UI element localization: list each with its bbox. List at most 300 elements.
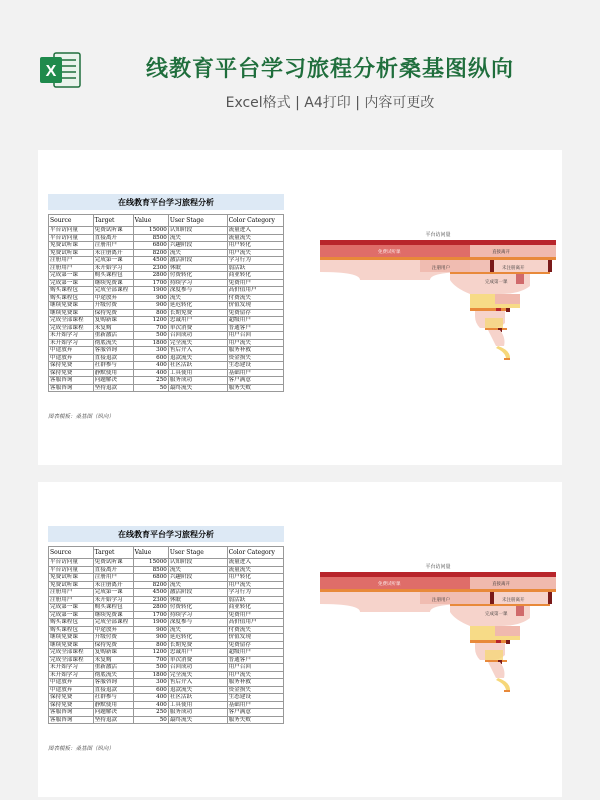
table-cell: 继续免费课 [93, 611, 133, 619]
flow-band-tail [488, 330, 505, 346]
table-cell: 商业转化 [227, 604, 283, 612]
table-row [49, 317, 284, 325]
table-body [49, 559, 284, 724]
table-row [49, 641, 284, 649]
table-cell: 未注册离开 [93, 249, 133, 257]
table-cell: 超级用户 [227, 649, 283, 657]
node-bar-stage3 [450, 272, 550, 274]
table-cell: 最终流失 [168, 716, 227, 724]
table-cell: 召回成功 [168, 332, 227, 340]
table-cell: 售后介入 [168, 347, 227, 355]
table-cell: 社区活跃 [168, 694, 227, 702]
column-header: Source [49, 215, 94, 227]
table-cell: 激活阶段 [168, 257, 227, 265]
table-cell: 服务补救 [227, 679, 283, 687]
table-cell: 中途放弃 [93, 626, 133, 634]
table-cell: 900 [133, 294, 168, 302]
table-cell: 1700 [133, 611, 168, 619]
table-cell: 社区活跃 [168, 362, 227, 370]
table-row [49, 234, 284, 242]
column-header: Color Category [227, 547, 283, 559]
table-cell: 购买课程包 [93, 272, 133, 280]
table-cell: 免费用户 [227, 611, 283, 619]
table-cell: 注册用户 [93, 574, 133, 582]
table-row [49, 309, 284, 317]
table-cell: 单次消费 [168, 324, 227, 332]
table-cell: 50 [133, 716, 168, 724]
table-cell: 用户转化 [227, 574, 283, 582]
table-cell: 4500 [133, 257, 168, 265]
table-cell: 服务成功 [168, 377, 227, 385]
table-cell: 1800 [133, 671, 168, 679]
table-cell: 平台访问量 [49, 566, 94, 574]
table-cell: 基础用户 [227, 369, 283, 377]
table-cell: 注册用户 [49, 589, 94, 597]
table-cell: 900 [133, 302, 168, 310]
table-cell: 保持免费 [49, 701, 94, 709]
flow-label-unregistered: 未注册离开 [502, 598, 525, 603]
table-cell: 完成全部课程 [93, 287, 133, 295]
table-row [49, 227, 284, 235]
table-cell: 延迟转化 [168, 634, 227, 642]
table-cell: 免费试听课 [49, 249, 94, 257]
table-cell: 购买课程包 [49, 287, 94, 295]
chart-caption: 图表模板：桑基图（纵向） [48, 414, 115, 420]
table-row [49, 272, 284, 280]
table-row [49, 242, 284, 250]
table-row [49, 369, 284, 377]
table-cell: 继续免费课 [49, 309, 94, 317]
flow-label-registered: 注册用户 [432, 266, 450, 271]
table-row [49, 581, 284, 589]
chart-caption: 图表模板：桑基图（纵向） [48, 746, 115, 752]
table-cell: 完成全部课程 [49, 324, 94, 332]
table-cell: 2300 [133, 264, 168, 272]
sheet-page-2 [38, 482, 562, 797]
table-cell: 中途放弃 [49, 679, 94, 687]
excel-logo-icon [38, 48, 82, 92]
table-cell: 学习行为 [227, 257, 283, 265]
column-header: User Stage [168, 547, 227, 559]
table-cell: 500 [133, 664, 168, 672]
table-cell: 1700 [133, 279, 168, 287]
table-cell: 资金损失 [227, 354, 283, 362]
node-bar-stage2 [320, 589, 556, 592]
table-cell: 保持免费 [93, 309, 133, 317]
table-cell: 未复购 [93, 324, 133, 332]
table-cell: 流失 [168, 581, 227, 589]
table-cell: 未开始学习 [49, 664, 94, 672]
table-cell: 中途放弃 [93, 294, 133, 302]
table-cell: 1200 [133, 317, 168, 325]
table-cell: 800 [133, 641, 168, 649]
table-cell: 售后介入 [168, 679, 227, 687]
table-row [49, 589, 284, 597]
table-cell: 2800 [133, 272, 168, 280]
table-cell: 工具使用 [168, 701, 227, 709]
table-cell: 流失 [168, 566, 227, 574]
node-bar-visits [320, 572, 556, 577]
table-row [49, 596, 284, 604]
node-marker [548, 260, 552, 272]
table-row [49, 257, 284, 265]
table-cell: 流失 [168, 626, 227, 634]
table-cell: 免费试听课 [49, 574, 94, 582]
table-cell: 2800 [133, 604, 168, 612]
table-title: 在线教育平台学习旅程分析 [48, 526, 284, 542]
table-cell: 客户满意 [227, 709, 283, 717]
table-cell: 250 [133, 377, 168, 385]
table-cell: 直接退款 [93, 686, 133, 694]
table-row [49, 664, 284, 672]
table-cell: 免费用户 [227, 279, 283, 287]
table-body [49, 227, 284, 392]
flow-band-tail2 [496, 678, 510, 690]
table-cell: 付费流失 [227, 626, 283, 634]
table-cell: 完成第一课 [49, 611, 94, 619]
table-title: 在线教育平台学习旅程分析 [48, 194, 284, 210]
table-cell: 复购新课 [93, 649, 133, 657]
table-cell: 400 [133, 701, 168, 709]
flow-band-leave [470, 245, 556, 257]
table-cell: 客服咨询 [49, 384, 94, 392]
table-cell: 普通客户 [227, 324, 283, 332]
table-cell: 完全流失 [168, 671, 227, 679]
table-cell: 付费流失 [227, 294, 283, 302]
table-cell: 休眠 [168, 596, 227, 604]
table-cell: 直接退款 [93, 354, 133, 362]
table-row [49, 354, 284, 362]
table-cell: 流量流失 [227, 566, 283, 574]
table-cell: 单次消费 [168, 656, 227, 664]
data-table [48, 546, 284, 724]
table-cell: 50 [133, 384, 168, 392]
column-header: Source [49, 547, 94, 559]
table-row [49, 686, 284, 694]
table-cell: 价值发现 [227, 634, 283, 642]
table-cell: 兴趣阶段 [168, 242, 227, 250]
table-cell: 社群参与 [93, 362, 133, 370]
table-cell: 深度参与 [168, 619, 227, 627]
table-row [49, 604, 284, 612]
chart-title: 平台访问量 [425, 232, 451, 238]
table-cell: 用户流失 [227, 581, 283, 589]
table-cell: 普通客户 [227, 656, 283, 664]
table-cell: 中途放弃 [49, 686, 94, 694]
table-cell: 认知阶段 [168, 227, 227, 235]
table-cell: 15000 [133, 559, 168, 567]
table-cell: 持续学习 [168, 611, 227, 619]
node-bar-stage4 [470, 640, 510, 643]
table-cell: 付费转化 [168, 604, 227, 612]
table-cell: 完成全部课程 [49, 317, 94, 325]
table-cell: 社群参与 [93, 694, 133, 702]
table-row [49, 709, 284, 717]
table-cell: 2300 [133, 596, 168, 604]
table-row [49, 559, 284, 567]
table-cell: 重新激活 [93, 664, 133, 672]
flow-label-registered: 注册用户 [432, 598, 450, 603]
table-header-row [49, 215, 284, 227]
table-cell: 服务失败 [227, 716, 283, 724]
table-cell: 完成全部课程 [93, 619, 133, 627]
table-row [49, 302, 284, 310]
table-cell: 用户召回 [227, 664, 283, 672]
page-subtitle: Excel格式 | A4打印 | 内容可更改 [225, 95, 435, 111]
table-row [49, 701, 284, 709]
table-cell: 1900 [133, 619, 168, 627]
node-marker [548, 592, 552, 604]
flow-band-free-continue [495, 294, 520, 304]
table-cell: 注册用户 [49, 264, 94, 272]
table-cell: 未复购 [93, 656, 133, 664]
flow-label-unregistered: 未注册离开 [502, 266, 525, 271]
table-cell: 生态建设 [227, 362, 283, 370]
node-bar-visits [320, 240, 556, 245]
table-cell: 复购新课 [93, 317, 133, 325]
table-cell: 流失 [168, 234, 227, 242]
flow-label-first-lesson: 完成第一课 [485, 280, 508, 285]
table-row [49, 671, 284, 679]
flow-band-tail [488, 662, 505, 678]
table-cell: 长期免费 [168, 309, 227, 317]
table-cell: 用户流失 [227, 249, 283, 257]
table-cell: 激活阶段 [168, 589, 227, 597]
table-cell: 免费试听课 [93, 227, 133, 235]
table-cell: 付费转化 [168, 272, 227, 280]
table-cell: 完成第一课 [49, 604, 94, 612]
table-cell: 平台访问量 [49, 559, 94, 567]
node-bar-end [504, 358, 510, 360]
node-bar-end [504, 690, 510, 692]
table-cell: 直接离开 [93, 566, 133, 574]
table-cell: 购买课程包 [93, 604, 133, 612]
flow-label-free-trial: 免费试听课 [378, 582, 401, 587]
table-cell: 弱活跃 [227, 596, 283, 604]
table-cell: 深度参与 [168, 287, 227, 295]
table-row [49, 294, 284, 302]
flow-band-registered [420, 260, 490, 272]
column-header: Value [133, 215, 168, 227]
flow-band-repurchase [485, 650, 503, 660]
column-header: Color Category [227, 215, 283, 227]
table-row [49, 279, 284, 287]
data-table [48, 214, 284, 392]
table-cell: 8500 [133, 566, 168, 574]
table-cell: 注册用户 [49, 596, 94, 604]
table-row [49, 264, 284, 272]
table-cell: 250 [133, 709, 168, 717]
flow-label-leave: 直接离开 [492, 582, 510, 587]
column-header: Value [133, 547, 168, 559]
flow-band-repurchase [485, 318, 503, 328]
table-cell: 用户转化 [227, 242, 283, 250]
table-row [49, 377, 284, 385]
flow-band-leave2 [516, 606, 524, 616]
page-title: 线教育平台学习旅程分析桑基图纵向 [145, 57, 514, 82]
table-cell: 最终流失 [168, 384, 227, 392]
table-row [49, 611, 284, 619]
table-row [49, 324, 284, 332]
table-cell: 客服咨询 [93, 347, 133, 355]
table-cell: 400 [133, 369, 168, 377]
table-cell: 700 [133, 656, 168, 664]
table-cell: 未开始学习 [93, 596, 133, 604]
table-header-row [49, 547, 284, 559]
table-cell: 1900 [133, 287, 168, 295]
table-cell: 认知阶段 [168, 559, 227, 567]
table-row [49, 362, 284, 370]
table-row [49, 332, 284, 340]
table-cell: 400 [133, 694, 168, 702]
table-cell: 学习行为 [227, 589, 283, 597]
chart-title: 平台访问量 [425, 564, 451, 570]
flow-band-free-continue [495, 626, 520, 636]
table-cell: 4500 [133, 589, 168, 597]
table-cell: 忠诚用户 [168, 317, 227, 325]
table-cell: 免费试听课 [49, 242, 94, 250]
table-cell: 购买课程包 [49, 294, 94, 302]
table-cell: 完全流失 [168, 339, 227, 347]
table-cell: 客服咨询 [93, 679, 133, 687]
table-row [49, 566, 284, 574]
table-cell: 购买课程包 [49, 619, 94, 627]
column-header: Target [93, 547, 133, 559]
table-cell: 700 [133, 324, 168, 332]
table-cell: 用户流失 [227, 339, 283, 347]
table-cell: 300 [133, 347, 168, 355]
table-cell: 900 [133, 634, 168, 642]
node-marker [506, 640, 510, 644]
table-cell: 保持免费 [49, 362, 94, 370]
table-row [49, 649, 284, 657]
table-cell: 免费留存 [227, 309, 283, 317]
table-cell: 客服咨询 [49, 716, 94, 724]
table-cell: 坚持退款 [93, 716, 133, 724]
table-cell: 价值发现 [227, 302, 283, 310]
table-cell: 服务补救 [227, 347, 283, 355]
table-row [49, 694, 284, 702]
table-cell: 召回成功 [168, 664, 227, 672]
table-row [49, 574, 284, 582]
column-header: User Stage [168, 215, 227, 227]
table-cell: 保持免费 [49, 694, 94, 702]
sankey-chart [320, 560, 556, 710]
table-cell: 客服咨询 [49, 377, 94, 385]
table-cell: 流量进入 [227, 559, 283, 567]
flow-label-leave: 直接离开 [492, 250, 510, 255]
flow-label-first-lesson: 完成第一课 [485, 612, 508, 617]
table-cell: 弱活跃 [227, 264, 283, 272]
flow-band-registered [420, 592, 490, 604]
table-cell: 未开始学习 [93, 264, 133, 272]
table-cell: 600 [133, 354, 168, 362]
table-cell: 购买课程包 [49, 626, 94, 634]
node-marker [490, 592, 494, 604]
table-row [49, 384, 284, 392]
table-cell: 资金损失 [227, 686, 283, 694]
table-cell: 未开始学习 [49, 339, 94, 347]
table-cell: 8500 [133, 234, 168, 242]
table-cell: 坚持退款 [93, 384, 133, 392]
table-cell: 升级付费 [93, 302, 133, 310]
node-bar-stage3 [450, 604, 550, 606]
sheet-page-1 [38, 150, 562, 465]
table-cell: 继续免费课 [49, 634, 94, 642]
table-row [49, 634, 284, 642]
table-cell: 延迟转化 [168, 302, 227, 310]
table-cell: 客服咨询 [49, 709, 94, 717]
table-cell: 生态建设 [227, 694, 283, 702]
table-cell: 免费留存 [227, 641, 283, 649]
table-cell: 服务成功 [168, 709, 227, 717]
table-cell: 平台访问量 [49, 234, 94, 242]
table-row [49, 339, 284, 347]
table-cell: 休眠 [168, 264, 227, 272]
table-cell: 升级付费 [93, 634, 133, 642]
table-cell: 完成第一课 [93, 257, 133, 265]
table-cell: 8200 [133, 581, 168, 589]
table-row [49, 626, 284, 634]
table-cell: 未开始学习 [49, 332, 94, 340]
table-cell: 流失 [168, 294, 227, 302]
table-row [49, 679, 284, 687]
table-cell: 未开始学习 [49, 671, 94, 679]
table-cell: 退款流失 [168, 686, 227, 694]
table-cell: 完成全部课程 [49, 656, 94, 664]
table-cell: 完成第一课 [49, 272, 94, 280]
table-cell: 超级用户 [227, 317, 283, 325]
table-cell: 继续免费课 [49, 641, 94, 649]
table-cell: 客户满意 [227, 377, 283, 385]
logo-letter: X [45, 63, 57, 80]
node-marker [490, 260, 494, 272]
table-cell: 完成第一课 [93, 589, 133, 597]
table-cell: 流量流失 [227, 234, 283, 242]
flow-band-tail2 [496, 346, 510, 358]
table-cell: 完成第一课 [49, 279, 94, 287]
header [0, 0, 600, 145]
table-row [49, 347, 284, 355]
table-cell: 彻底流失 [93, 671, 133, 679]
node-bar-stage2 [320, 257, 556, 260]
table-cell: 继续免费课 [49, 302, 94, 310]
table-cell: 8200 [133, 249, 168, 257]
table-cell: 15000 [133, 227, 168, 235]
table-cell: 服务失败 [227, 384, 283, 392]
table-cell: 继续免费课 [93, 279, 133, 287]
table-cell: 1800 [133, 339, 168, 347]
table-row [49, 619, 284, 627]
table-cell: 问题解决 [93, 709, 133, 717]
table-cell: 保持免费 [93, 641, 133, 649]
table-cell: 免费试听课 [49, 581, 94, 589]
table-row [49, 716, 284, 724]
table-cell: 6800 [133, 574, 168, 582]
table-cell: 兴趣阶段 [168, 574, 227, 582]
table-cell: 静默使用 [93, 369, 133, 377]
table-cell: 流量进入 [227, 227, 283, 235]
table-cell: 用户召回 [227, 332, 283, 340]
table-cell: 退款流失 [168, 354, 227, 362]
column-header: Target [93, 215, 133, 227]
node-bar-stage5 [485, 660, 507, 662]
table-cell: 600 [133, 686, 168, 694]
table-cell: 高价值用户 [227, 619, 283, 627]
table-cell: 中途放弃 [49, 347, 94, 355]
table-cell: 中途放弃 [49, 354, 94, 362]
table-cell: 6800 [133, 242, 168, 250]
